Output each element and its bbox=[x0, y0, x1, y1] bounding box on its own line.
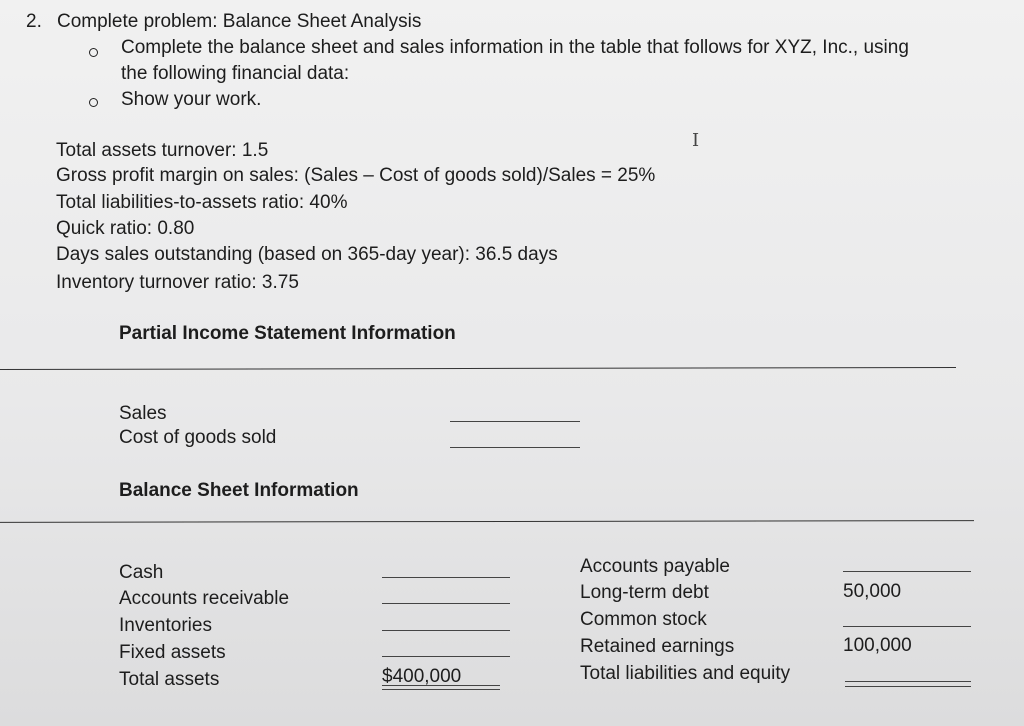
problem-title: Complete problem: Balance Sheet Analysis bbox=[57, 11, 422, 32]
financial-data-item: Inventory turnover ratio: 3.75 bbox=[56, 272, 299, 293]
cash-blank bbox=[382, 577, 510, 578]
liability-label: Accounts payable bbox=[580, 556, 730, 577]
financial-data-item: Gross profit margin on sales: (Sales – Cost of goods sold)/Sales = 25% bbox=[56, 165, 656, 186]
asset-label: Inventories bbox=[119, 615, 212, 636]
asset-label: Accounts receivable bbox=[119, 588, 290, 609]
problem-number: 2. bbox=[26, 11, 42, 32]
section-divider bbox=[0, 520, 974, 523]
financial-data-item: Total liabilities-to-assets ratio: 40% bbox=[56, 192, 348, 213]
total-assets-value: $400,000 bbox=[382, 666, 462, 687]
inventories-blank bbox=[382, 630, 510, 631]
hollow-circle-bullet-icon bbox=[89, 48, 98, 57]
financial-data-item: Total assets turnover: 1.5 bbox=[56, 140, 269, 161]
cogs-blank bbox=[450, 447, 580, 448]
long-term-debt-value: 50,000 bbox=[843, 581, 902, 602]
fixed-assets-blank bbox=[382, 656, 510, 657]
accounts-payable-blank bbox=[843, 571, 971, 572]
liability-label: Total liabilities and equity bbox=[580, 663, 791, 684]
financial-data-item: Days sales outstanding (based on 365-day year): 36.5 days bbox=[56, 244, 558, 265]
total-assets-underline bbox=[382, 685, 500, 686]
total-assets-double-underline bbox=[382, 689, 500, 690]
common-stock-blank bbox=[843, 626, 971, 627]
bullet-1-line-1: Complete the balance sheet and sales information in the table that follows for XYZ, Inc., using bbox=[121, 37, 909, 58]
liability-label: Common stock bbox=[580, 609, 707, 630]
bullet-1-line-2: the following financial data: bbox=[121, 63, 350, 84]
text-cursor-icon: I bbox=[692, 130, 700, 151]
total-liabilities-equity-double-underline bbox=[845, 686, 971, 687]
bullet-2-line-1: Show your work. bbox=[121, 89, 262, 110]
income-row-label: Cost of goods sold bbox=[119, 427, 277, 448]
hollow-circle-bullet-icon bbox=[89, 98, 98, 107]
liability-label: Retained earnings bbox=[580, 636, 735, 657]
asset-label: Fixed assets bbox=[119, 642, 226, 663]
total-liabilities-equity-blank bbox=[845, 681, 971, 682]
accounts-receivable-blank bbox=[382, 603, 510, 604]
income-statement-heading: Partial Income Statement Information bbox=[119, 323, 456, 344]
financial-data-item: Quick ratio: 0.80 bbox=[56, 218, 195, 239]
asset-label: Cash bbox=[119, 562, 164, 583]
asset-label: Total assets bbox=[119, 669, 220, 690]
liability-label: Long-term debt bbox=[580, 582, 709, 603]
section-divider bbox=[0, 367, 956, 370]
income-row-label: Sales bbox=[119, 403, 167, 424]
sales-blank bbox=[450, 421, 580, 422]
retained-earnings-value: 100,000 bbox=[843, 635, 912, 656]
balance-sheet-heading: Balance Sheet Information bbox=[119, 480, 359, 501]
